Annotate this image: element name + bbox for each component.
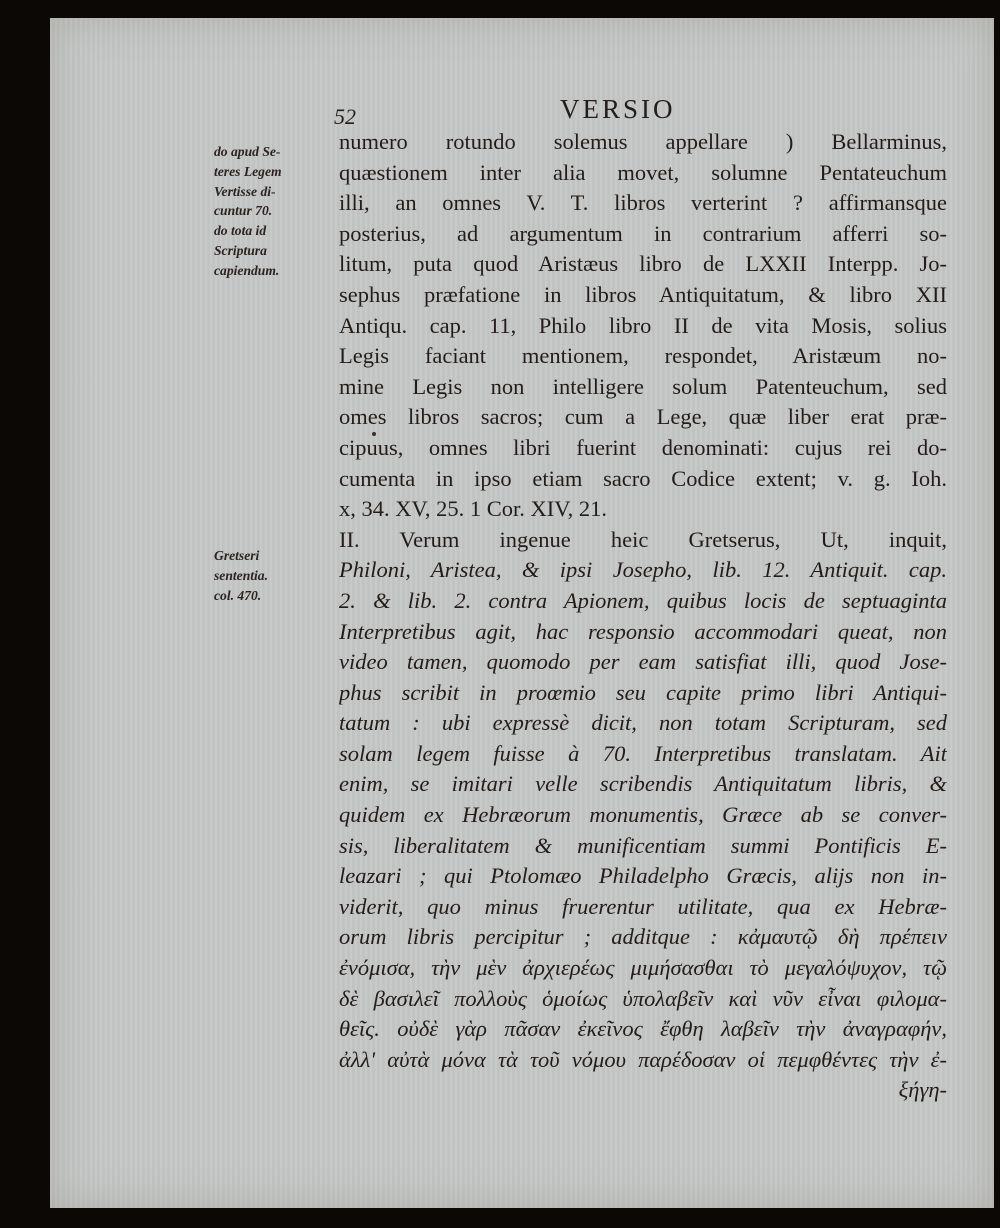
- body-line: x, 34. XV, 25. 1 Cor. XIV, 21.: [339, 496, 607, 522]
- body-line: illi, an omnes V. T. libros verterint ? affirmansque: [339, 190, 947, 216]
- body-line: orum libris percipitur ; additque : κἀμαυτῷ δὴ πρέπειν: [339, 924, 947, 950]
- body-line: Antiqu. cap. 11, Philo libro II de vita Mosis, solius: [339, 312, 947, 338]
- body-line: tatum : ubi expressè dicit, non totam Scripturam, sed: [339, 710, 947, 736]
- body-line: 2. & lib. 2. contra Apionem, quibus locis de septuaginta: [339, 587, 947, 613]
- body-line: litum, puta quod Aristæus libro de LXXII Interpp. Jo-: [339, 251, 947, 277]
- body-line: θεῖς. οὐδὲ γὰρ πᾶσαν ἐκεῖνος ἔφθη λαβεῖν τὴν ἀναγραφήν,: [339, 1016, 947, 1042]
- margin-note-line: teres Legem: [214, 163, 282, 179]
- margin-note-line: do apud Se-: [214, 144, 281, 159]
- margin-note-line: capiendum.: [214, 262, 280, 278]
- margin-note-line: Scriptura: [214, 242, 267, 258]
- running-title: VERSIO: [560, 94, 676, 124]
- body-line: video tamen, quomodo per eam satisfiat illi, quod Jose-: [339, 649, 947, 675]
- margin-note-line: Vertisse di-: [214, 183, 276, 199]
- margin-note-2: [214, 546, 324, 605]
- body-line: quæstionem inter alia movet, solumne Pentateuchum: [339, 159, 947, 185]
- body-line: Philoni, Aristea, & ipsi Josepho, lib. 12. Antiquit. cap.: [339, 557, 947, 583]
- body-line: numero rotundo solemus appellare ) Bellarminus,: [339, 129, 947, 154]
- body-line: cumenta in ipso etiam sacro Codice extent; v. g. Ioh.: [339, 465, 947, 491]
- body-line: cipuus, omnes libri fuerint denominati: cujus rei do-: [339, 434, 947, 460]
- page-number: 52: [334, 104, 356, 129]
- margin-note-1: [214, 142, 324, 281]
- body-line: quidem ex Hebræorum monumentis, Græce ab se conver-: [339, 802, 947, 828]
- body-line-catchword: ξήγη-: [898, 1077, 947, 1103]
- body-line: solam legem fuisse à 70. Interpretibus translatam. Ait: [339, 740, 947, 766]
- margin-note-line: do tota id: [214, 223, 267, 239]
- body-line: ἀλλ' αὐτὰ μόνα τὰ τοῦ νόμου παρέδοσαν οἱ πεμφθέντες τὴν ἐ-: [339, 1046, 947, 1072]
- body-line: ἐνόμισα, τὴν μὲν ἀρχιερέως μιμήσασθαι τὸ μεγαλόψυχον, τῷ: [339, 955, 947, 981]
- body-line: II. Verum ingenue heic Gretserus, Ut, inquit,: [339, 526, 947, 552]
- body-line: sephus præfatione in libros Antiquitatum, & libro XII: [339, 281, 947, 307]
- body-line: sis, liberalitatem & munificentiam summi Pontificis E-: [339, 832, 947, 858]
- body-line: viderit, quo minus fruerentur utilitate, qua ex Hebræ-: [339, 893, 947, 919]
- body-line: mine Legis non intelligere solum Patenteuchum, sed: [339, 373, 947, 399]
- body-line: omes libros sacros; cum a Lege, quæ liber erat præ-: [339, 404, 947, 430]
- margin-note-line: sententia.: [214, 567, 269, 583]
- body-line: δὲ βασιλεῖ πολλοὺς ὁμοίως ὑπολαβεῖν καὶ νῦν εἶναι φιλομα-: [339, 985, 947, 1011]
- body-text: [339, 127, 947, 1106]
- body-line: Interpretibus agit, hac responsio accommodari queat, non: [339, 618, 947, 644]
- body-line: leazari ; qui Ptolomæo Philadelpho Græcis, alijs non in-: [339, 863, 947, 889]
- body-line: phus scribit in proœmio seu capite primo libri Antiqui-: [339, 679, 947, 705]
- margin-note-line: col. 470.: [214, 587, 262, 603]
- margin-note-line: Gretseri: [214, 548, 260, 563]
- body-line: enim, se imitari velle scribendis Antiquitatum libris, &: [339, 771, 947, 797]
- body-line: posterius, ad argumentum in contrarium afferri so-: [339, 220, 947, 246]
- margin-note-line: cuntur 70.: [214, 203, 273, 219]
- body-line: Legis faciant mentionem, respondet, Aristæum no-: [339, 343, 947, 369]
